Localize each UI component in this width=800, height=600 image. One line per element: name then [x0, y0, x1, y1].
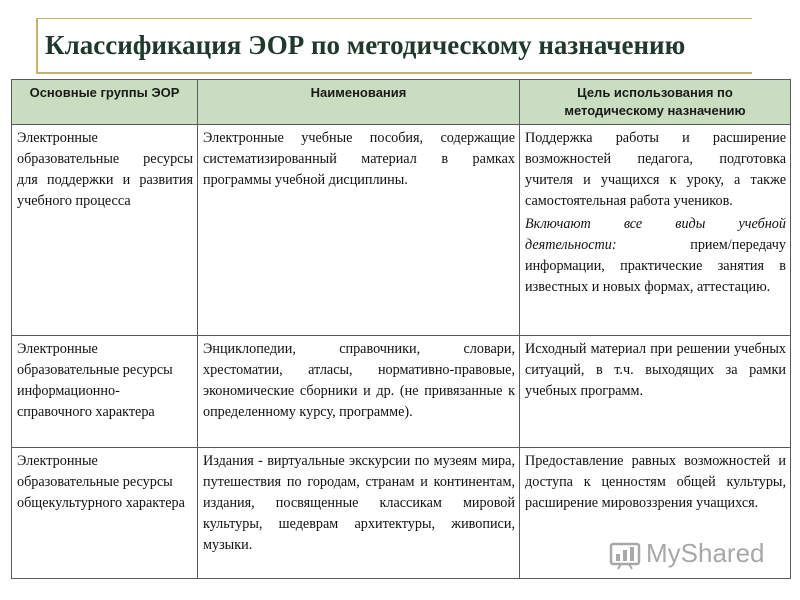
table-row	[12, 125, 791, 336]
title-underline	[36, 72, 752, 74]
myshared-logo-icon	[608, 536, 642, 570]
classification-table	[11, 79, 791, 579]
group-cell: Электронные образовательные ресурсы информационно-справочного характера	[12, 336, 198, 448]
purpose-note-italic: Включают все виды учебной деятельности:	[525, 216, 786, 253]
top-decorative-line	[36, 18, 752, 19]
table-row	[12, 336, 791, 448]
purpose-cell: Предоставление равных возможностей и доступа к ценностям общей культуры, расширение мировоззрения учащихся.	[520, 448, 791, 579]
names-cell: Электронные учебные пособия, содержащие систематизированный материал в рамках программы учебной дисциплины.	[198, 125, 520, 336]
left-decorative-line	[36, 18, 38, 74]
header-groups: Основные группы ЭОР	[12, 80, 198, 125]
purpose-text: Поддержка работы и расширение возможностей педагога, подготовка учителя и учащихся к уроку, а также самостоятельная работа учеников.	[525, 130, 786, 209]
header-names: Наименования	[198, 80, 520, 125]
purpose-note	[525, 214, 786, 298]
purpose-note-rest: прием/передачу информации, практические занятия в известных и новых формах, аттестацию.	[525, 237, 786, 295]
header-purpose: Цель использования по методическому назначению	[520, 80, 791, 125]
watermark	[608, 536, 765, 570]
group-cell: Электронные образовательные ресурсы общекультурного характера	[12, 448, 198, 579]
names-cell: Издания - виртуальные экскурсии по музеям мира, путешествия по городам, странам и континентам, издания, посвященные классикам мировой культуры, шедеврам архитектуры, живописи, музыки.	[198, 448, 520, 579]
group-cell: Электронные образовательные ресурсы для поддержки и развития учебного процесса	[12, 125, 198, 336]
watermark-text: MyShared	[646, 537, 765, 568]
names-cell: Энциклопедии, справочники, словари, хрестоматии, атласы, нормативно-правовые, экономические сборники и др. (не привязанные к определенному курсу, программе).	[198, 336, 520, 448]
page-title: Классификация ЭОР по методическому назначению	[45, 30, 686, 60]
table-header-row	[12, 80, 791, 125]
purpose-cell	[520, 125, 791, 336]
purpose-cell: Исходный материал при решении учебных ситуаций, в т.ч. выходящих за рамки учебных программ.	[520, 336, 791, 448]
